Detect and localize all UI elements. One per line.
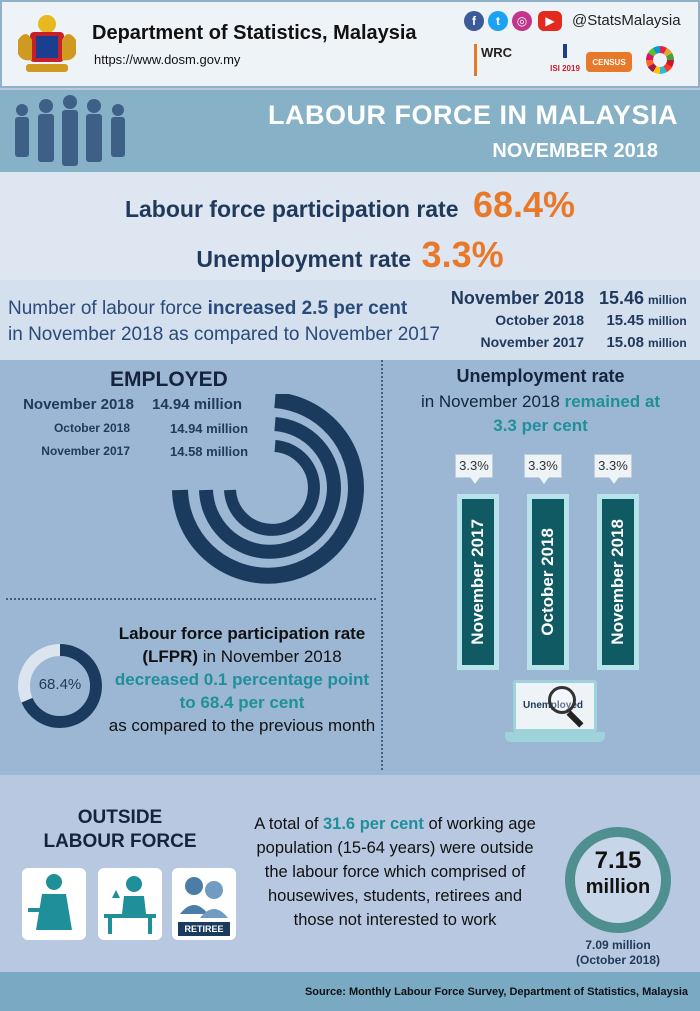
- malaysia-coat-of-arms-icon: [12, 10, 82, 76]
- employed-row-value: 14.94 million: [170, 421, 249, 436]
- lf-row-period: November 2017: [480, 334, 584, 350]
- unemployment-line1-a: in November 2018: [420, 392, 565, 411]
- org-name: Department of Statistics, Malaysia: [92, 22, 417, 44]
- org-url[interactable]: https://www.dosm.gov.my: [94, 52, 241, 67]
- lfpr-line5: as compared to the previous month: [108, 716, 376, 735]
- outside-text-2: 31.6 per cent: [323, 815, 424, 833]
- outside-title-2: LABOUR FORCE: [43, 831, 197, 852]
- bar-tag-nov2017: 3.3%: [455, 454, 493, 478]
- lf-row-oct2018: [420, 312, 692, 334]
- outside-text-4: population (15-64 years) were outside: [256, 839, 534, 857]
- lf-row-period: October 2018: [495, 312, 584, 328]
- source-note: Source: Monthly Labour Force Survey, Department of Statistics, Malaysia: [304, 986, 688, 998]
- isi-logo: [540, 44, 590, 76]
- lf-row-unit: million: [648, 293, 687, 307]
- radial-arc-nov2017: [230, 446, 314, 530]
- lfpr-line4: to 68.4 per cent: [179, 693, 305, 712]
- outside-text-5: the labour force which comprised of: [264, 863, 526, 881]
- employed-row-period: October 2018: [53, 421, 130, 435]
- lfpr-line2-a: (LFPR): [142, 647, 199, 666]
- outside-ring-number: 7.15: [594, 847, 642, 874]
- unemployment-line2: 3.3 per cent: [493, 416, 588, 435]
- unemployment-line1-b: remained at: [564, 392, 661, 411]
- lf-row-nov2018: [420, 288, 692, 312]
- social-handle[interactable]: @StatsMalaysia: [572, 12, 681, 29]
- outside-text-line1: [242, 812, 548, 836]
- lfpr-line1: Labour force participation rate: [118, 624, 366, 643]
- employed-row-period: November 2018: [23, 396, 134, 413]
- wrc-logo: [474, 44, 530, 76]
- employed-row-value: 14.94 million: [152, 396, 243, 413]
- sdg-wheel-icon: [646, 46, 674, 74]
- labour-force-text: [8, 296, 440, 348]
- lf-row-nov2017: [420, 334, 692, 356]
- instagram-icon[interactable]: ◎: [512, 11, 532, 31]
- lfpr-headline: [0, 184, 700, 226]
- retiree-icon: [172, 868, 236, 940]
- bar-label: November 2018: [608, 519, 627, 645]
- bar-tag-oct2018: 3.3%: [524, 454, 562, 478]
- lf-row-unit: million: [648, 314, 687, 328]
- lf-row-value: 15.46: [598, 288, 644, 308]
- retiree-label: RETIREE: [178, 922, 230, 936]
- unemployment-title: Unemployment rate: [456, 366, 625, 386]
- lfpr-line3: decreased 0.1 percentage point: [114, 670, 370, 689]
- bar-tag-nov2018: 3.3%: [594, 454, 632, 478]
- housewife-icon: [22, 868, 86, 940]
- lf-row-period: November 2018: [450, 288, 584, 308]
- student-icon: [98, 868, 162, 940]
- business-people-icon: [6, 92, 134, 168]
- page-subtitle: NOVEMBER 2018: [492, 140, 658, 162]
- lf-text-c: in November 2018 as compared to November 2017: [8, 324, 440, 345]
- outside-ring-value: [562, 848, 674, 900]
- lf-text-b: increased 2.5 per cent: [207, 298, 408, 319]
- lfpr-headline-value: 68.4%: [472, 184, 576, 225]
- outside-text-3: of working age: [423, 815, 536, 833]
- outside-ring-unit: million: [585, 876, 651, 898]
- outside-text-7: those not interested to work: [293, 911, 497, 929]
- census-logo: [586, 52, 632, 72]
- lfpr-headline-label: Labour force participation rate: [124, 196, 459, 222]
- employed-title: EMPLOYED: [110, 368, 228, 391]
- unemp-headline-value: 3.3%: [421, 234, 504, 275]
- lfpr-donut-label: 68.4%: [38, 676, 82, 693]
- outside-prev-value: 7.09 million: [585, 938, 651, 952]
- lfpr-line2-b: in November 2018: [198, 647, 342, 666]
- unemployment-line1: [381, 392, 700, 412]
- isi-logo-text: ISI 2019: [550, 64, 580, 73]
- outside-text: [242, 812, 548, 932]
- horizontal-divider: [6, 598, 376, 600]
- unemp-headline: [0, 234, 700, 276]
- twitter-icon[interactable]: t: [488, 11, 508, 31]
- census-logo-text: CENSUS: [592, 58, 626, 67]
- outside-prev: [552, 938, 684, 968]
- lf-text-a: Number of labour force: [8, 298, 208, 319]
- lf-row-unit: million: [648, 336, 687, 350]
- employed-row-value: 14.58 million: [170, 444, 249, 459]
- youtube-icon[interactable]: ▶: [538, 11, 562, 31]
- lfpr-text: [104, 622, 380, 737]
- lf-row-value: 15.08: [606, 334, 644, 351]
- bar-nov2017: [457, 494, 499, 670]
- magnifier-icon: [546, 686, 590, 730]
- wrc-logo-text: WRC: [481, 45, 513, 60]
- bar-label: October 2018: [538, 528, 557, 636]
- outside-text-6: housewives, students, retirees and: [267, 887, 523, 905]
- page-title: LABOUR FORCE IN MALAYSIA: [267, 100, 678, 130]
- employed-radial-chart: [170, 394, 370, 584]
- bar-oct2018: [527, 494, 569, 670]
- labour-force-table: [420, 288, 692, 356]
- employed-row-period: November 2017: [41, 444, 130, 458]
- facebook-icon[interactable]: f: [464, 11, 484, 31]
- outside-title: [20, 806, 220, 854]
- bar-label: November 2017: [468, 519, 487, 645]
- outside-prev-period: (October 2018): [575, 953, 661, 967]
- unemployed-badge: Unemployed: [523, 700, 584, 711]
- unemp-headline-label: Unemployment rate: [196, 246, 412, 272]
- outside-text-1: A total of: [254, 815, 323, 833]
- lf-row-value: 15.45: [606, 312, 644, 329]
- bar-nov2018: [597, 494, 639, 670]
- lfpr-line2: [104, 645, 380, 668]
- outside-title-1: OUTSIDE: [77, 807, 163, 828]
- tower-icon: [563, 44, 567, 58]
